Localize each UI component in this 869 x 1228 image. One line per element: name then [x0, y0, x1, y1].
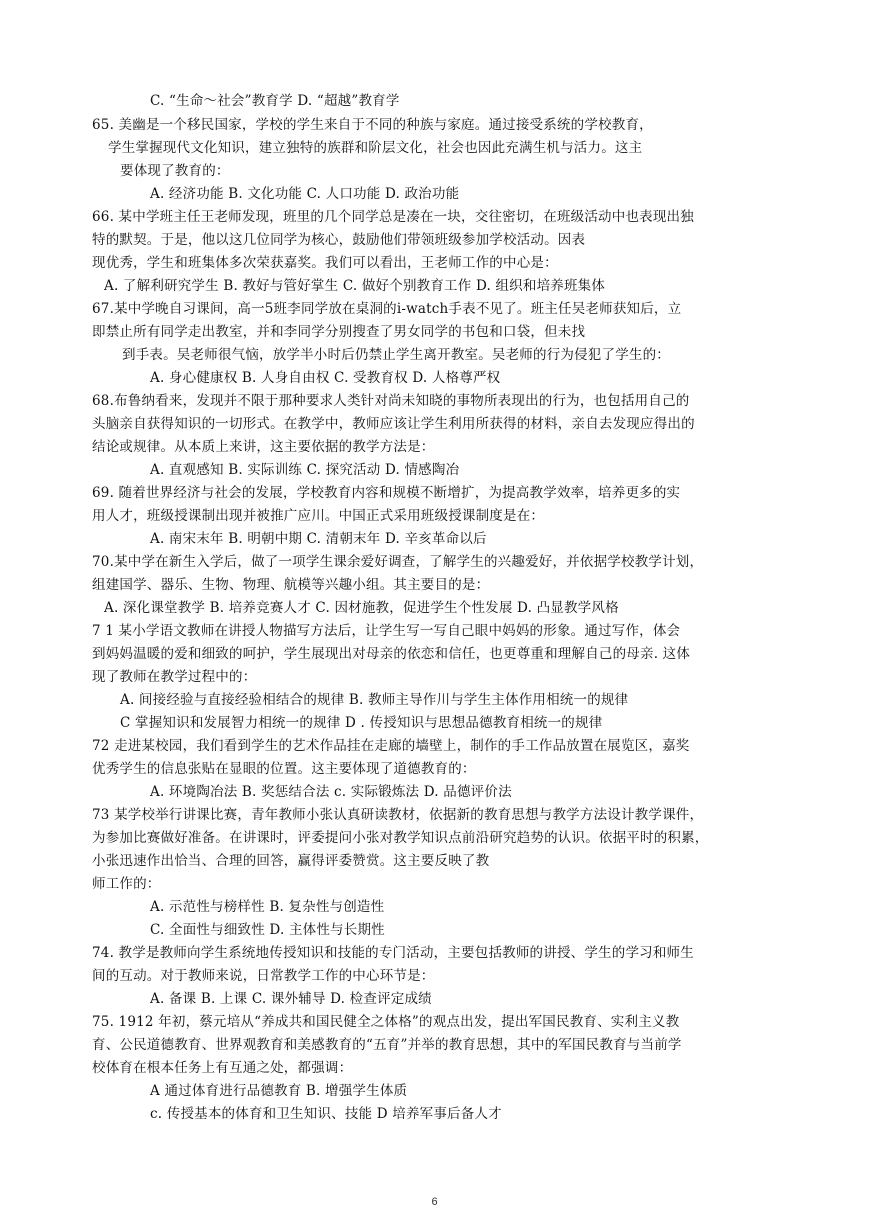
question-line: 69. 随着世界经济与社会的发展，学校教育内容和规模不断增扩，为提高教学效率，培养更多的实 [92, 485, 681, 501]
question-line: 66. 某中学班主任王老师发现，班里的几个同学总是凑在一块，交往密切，在班级活动中也表现出独 [92, 209, 694, 225]
option-line: C. 全面性与细致性 D. 主体性与长期性 [150, 922, 385, 938]
question-line: 组建国学、器乐、生物、物理、航模等兴趣小组。其主要目的是： [92, 577, 490, 593]
question-line: 72 走进某校园，我们看到学生的艺术作品挂在走廊的墙壁上，制作的手工作品放置在展览区，嘉奖 [92, 738, 690, 754]
option-line: A. 环境陶冶法 B. 奖惩结合法 c. 实际锻炼法 D. 品德评价法 [150, 784, 512, 800]
question-line: 现优秀，学生和班集体多次荣获嘉奖。我们可以看出，王老师工作的中心是： [92, 255, 558, 271]
question-line: 头脑亲自获得知识的一切形式。在教学中，教师应该让学生利用所获得的材料，亲自去发现应得出的 [92, 416, 695, 432]
question-line: 68.布鲁纳看来，发现并不限于那种要求人类针对尚未知晓的事物所表现出的行为，也包括用自己的 [92, 393, 690, 409]
question-line: 优秀学生的信息张贴在显眼的位置。这主要体现了道德教育的： [92, 761, 476, 777]
question-line: 7 1 某小学语文教师在讲授人物描写方法后，让学生写一写自己眼中妈妈的形象。通过写作，体会 [92, 623, 681, 639]
question-line: 67.某中学晚自习课间，高一5班李同学放在桌洞的i-watch手表不见了。班主任吴老师获知后，立 [92, 301, 682, 317]
option-line: A. 经济功能 B. 文化功能 C. 人口功能 D. 政治功能 [150, 186, 460, 202]
question-line: 结论或规律。从本质上来讲，这主要依据的教学方法是： [92, 439, 435, 455]
option-line: A. 南宋末年 B. 明朝中期 C. 清朝末年 D. 辛亥革命以后 [150, 531, 487, 547]
question-line: 用人才，班级授课制出现并被推广应川。中国正式采用班级授课制度是在： [92, 508, 545, 524]
question-line: 育、公民道德教育、世界观教育和美感教育的“五育”并举的教育思想，其中的军国民教育与当前学 [92, 1037, 682, 1053]
question-line: 要体现了教育的： [120, 163, 230, 179]
option-line: A. 备课 B. 上课 C. 课外辅导 D. 检查评定成绩 [150, 991, 432, 1007]
option-line: A. 了解利研究学生 B. 教好与管好掌生 C. 做好个别教育工作 D. 组织和培养班集体 [104, 278, 606, 294]
question-line: 小张迅速作出恰当、合理的回答，赢得评委赞赏。这主要反映了教 [92, 853, 490, 869]
question-line: 65. 美幽是一个移民国家，学校的学生来自于不同的种族与家庭。通过接受系统的学校教育， [92, 117, 653, 133]
option-line: A. 示范性与榜样性 B. 复杂性与创造性 [150, 899, 385, 915]
option-line: A. 深化课堂教学 B. 培养竞赛人才 C. 因材施教，促进学生个性发展 D. 凸显教学风格 [104, 600, 619, 616]
option-line: A 通过体育进行品德教育 B. 增强学生体质 [150, 1083, 408, 1099]
option-line: C 掌握知识和发展智力相统一的规律 D . 传授知识与思想品德教育相统一的规律 [120, 715, 603, 731]
option-line: c. 传授基本的体育和卫生知识、技能 D 培养军事后备人才 [150, 1106, 502, 1122]
question-line: 到手表。吴老师很气恼，放学半小时后仍禁止学生离开教室。吴老师的行为侵犯了学生的： [122, 347, 670, 363]
page-number: 6 [431, 1196, 438, 1208]
option-line: A. 间接经验与直接经验相结合的规律 B. 教师主导作川与学生主体作用相统一的规律 [120, 692, 629, 708]
question-line: 70.某中学在新生入学后，做了一项学生课余爱好调查，了解学生的兴趣爱好，并依据学校教学计划， [92, 554, 704, 570]
question-line: 73 某学校举行讲课比赛，青年教师小张认真研读教材，依据新的教育思想与教学方法设计教学课件， [92, 807, 704, 823]
option-line: A. 身心健康权 B. 人身自由权 C. 受教育权 D. 人格尊严权 [150, 370, 501, 386]
question-line: 现了教师在教学过程中的： [92, 669, 257, 685]
question-line: 师工作的： [92, 876, 161, 892]
question-line: 75. 1912 年初，蔡元培从“养成共和国民健全之体格”的观点出发，提出军国民教育、实利主义教 [92, 1014, 680, 1030]
question-line: 为参加比赛做好准备。在讲课时，评委提问小张对教学知识点前沿研究趋势的认识。依据平时的积累， [92, 830, 709, 846]
option-line: A. 直观感知 B. 实际训练 C. 探究活动 D. 情感陶冶 [150, 462, 460, 478]
question-line: 学生掌握现代文化知识，建立独特的族群和阶层文化，社会也因此充满生机与活力。这主 [108, 140, 643, 156]
question-line: 校体育在根本任务上有互通之处，都强调： [92, 1060, 353, 1076]
question-line: 74. 教学是教师向学生系统地传授知识和技能的专门活动，主要包括教师的讲授、学生的学习和师生 [92, 945, 694, 961]
question-line: 到妈妈温暖的爱和细致的呵护，学生展现出对母亲的依恋和信任，也更尊重和理解自己的母亲. 这体 [92, 646, 691, 662]
question-line: 即禁止所有同学走出教室，并和李同学分别搜查了男女同学的书包和口袋，但未找 [92, 324, 586, 340]
question-line: 间的互动。对于教师来说，日常教学工作的中心环节是： [92, 968, 435, 984]
option-line: C. “生命～社会”教育学 D. “超越”教育学 [150, 93, 400, 109]
question-line: 特的默契。于是，他以这几位同学为核心，鼓励他们带领班级参加学校活动。因表 [92, 232, 586, 248]
